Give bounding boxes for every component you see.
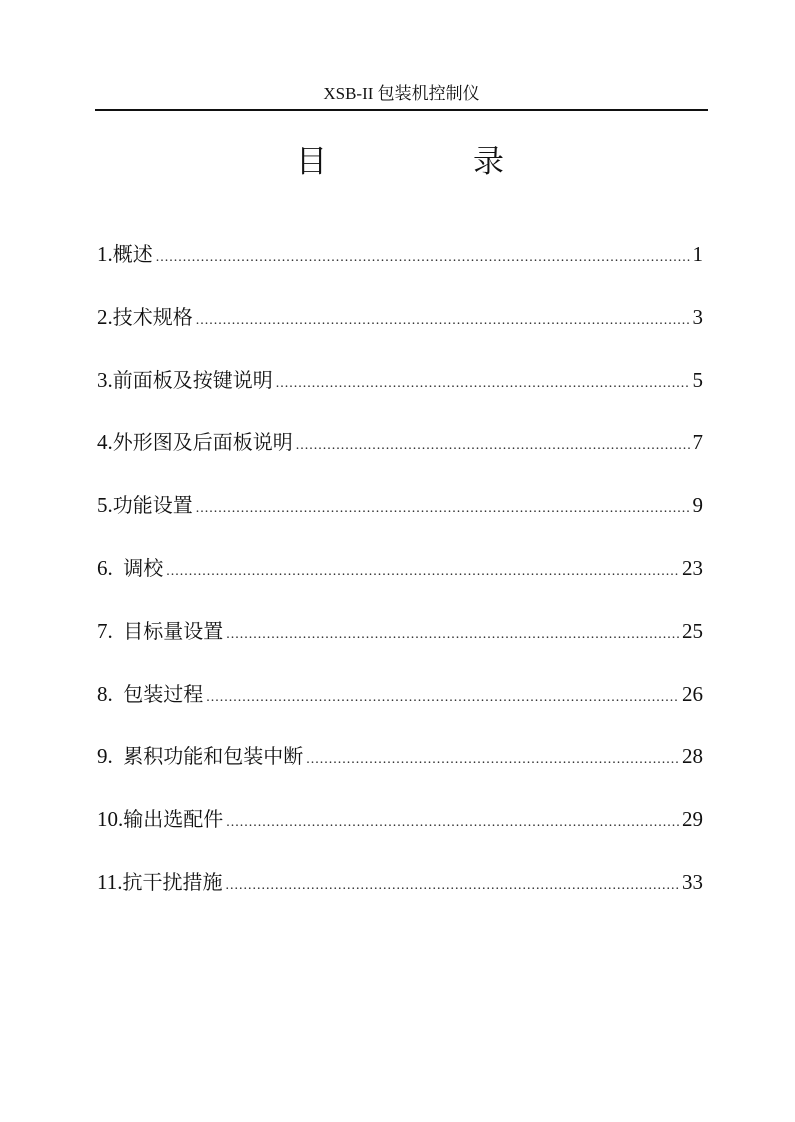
toc-entry-outline-rear-panel[interactable] [97,423,703,461]
toc-entry-function-settings[interactable] [97,486,703,524]
toc-entry-number: 1. [97,242,113,266]
toc-entry-overview[interactable] [97,235,703,273]
dot-leader [166,553,679,591]
toc-entry-label: 技术规格 [112,304,193,329]
toc-entry-number: 6. [97,555,124,580]
dot-leader [296,427,690,465]
toc-entry-page: 5 [692,367,703,392]
toc-entry-number: 2. [97,304,113,329]
toc-entry-output-options[interactable] [97,800,703,838]
toc-entry-label: 前面板及按键说明 [112,367,273,392]
toc-entry-number: 4. [97,430,113,455]
toc-entry-number: 10. [97,807,124,832]
dot-leader [196,490,690,528]
dot-leader [156,239,690,277]
dot-leader [206,679,679,717]
toc-entry-number: 3. [97,367,113,392]
toc-entry-page: 29 [682,807,703,832]
dot-leader [276,365,690,403]
toc-entry-target-setting[interactable] [97,612,703,650]
toc-entry-page: 7 [692,430,703,455]
toc-entry-accumulation-interrupt[interactable] [97,737,703,775]
toc-title [0,140,795,184]
toc-entry-number: 5. [97,493,113,518]
dot-leader [226,616,679,654]
toc-entry-number: 8. [97,681,124,706]
toc-entry-label: 抗干扰措施 [122,869,223,894]
toc-entry-page: 26 [682,681,703,706]
page-header-title: XSB-II 包装机控制仪 [323,84,480,103]
toc-entry-label: 调校 [123,555,164,580]
toc-entry-label: 输出选配件 [123,807,224,832]
toc-title-char-2: 录 [473,144,504,180]
toc-entry-page: 28 [682,744,703,769]
toc-entry-front-panel[interactable] [97,361,703,399]
toc-entry-page: 23 [682,555,703,580]
toc-entry-label: 累积功能和包装中断 [123,744,304,769]
toc-entry-page: 1 [692,242,703,266]
toc-entry-page: 33 [682,869,703,894]
toc-entry-calibration[interactable] [97,549,703,587]
toc-entry-label: 目标量设置 [123,618,224,643]
toc-entry-number: 7. [97,618,124,643]
toc-entry-page: 3 [692,304,703,329]
toc-entry-page: 25 [682,618,703,643]
toc-entry-page: 9 [692,493,703,518]
toc-entry-number: 9. [97,744,124,769]
dot-leader [226,804,679,842]
toc-entry-label: 功能设置 [112,493,193,518]
toc-entry-label: 包装过程 [123,681,204,706]
toc-title-char-1: 目 [296,144,327,180]
header-rule [95,109,708,111]
toc-entry-specifications[interactable] [97,298,703,336]
toc-entry-number: 11. [97,869,123,894]
dot-leader [306,741,679,779]
dot-leader [196,302,690,340]
toc-entry-label: 外形图及后面板说明 [112,430,293,455]
dot-leader [225,867,679,905]
toc-entry-packing-process[interactable] [97,675,703,713]
toc-entry-anti-interference[interactable] [97,863,703,901]
toc-list [97,235,703,926]
toc-entry-label: 概述 [112,242,153,266]
